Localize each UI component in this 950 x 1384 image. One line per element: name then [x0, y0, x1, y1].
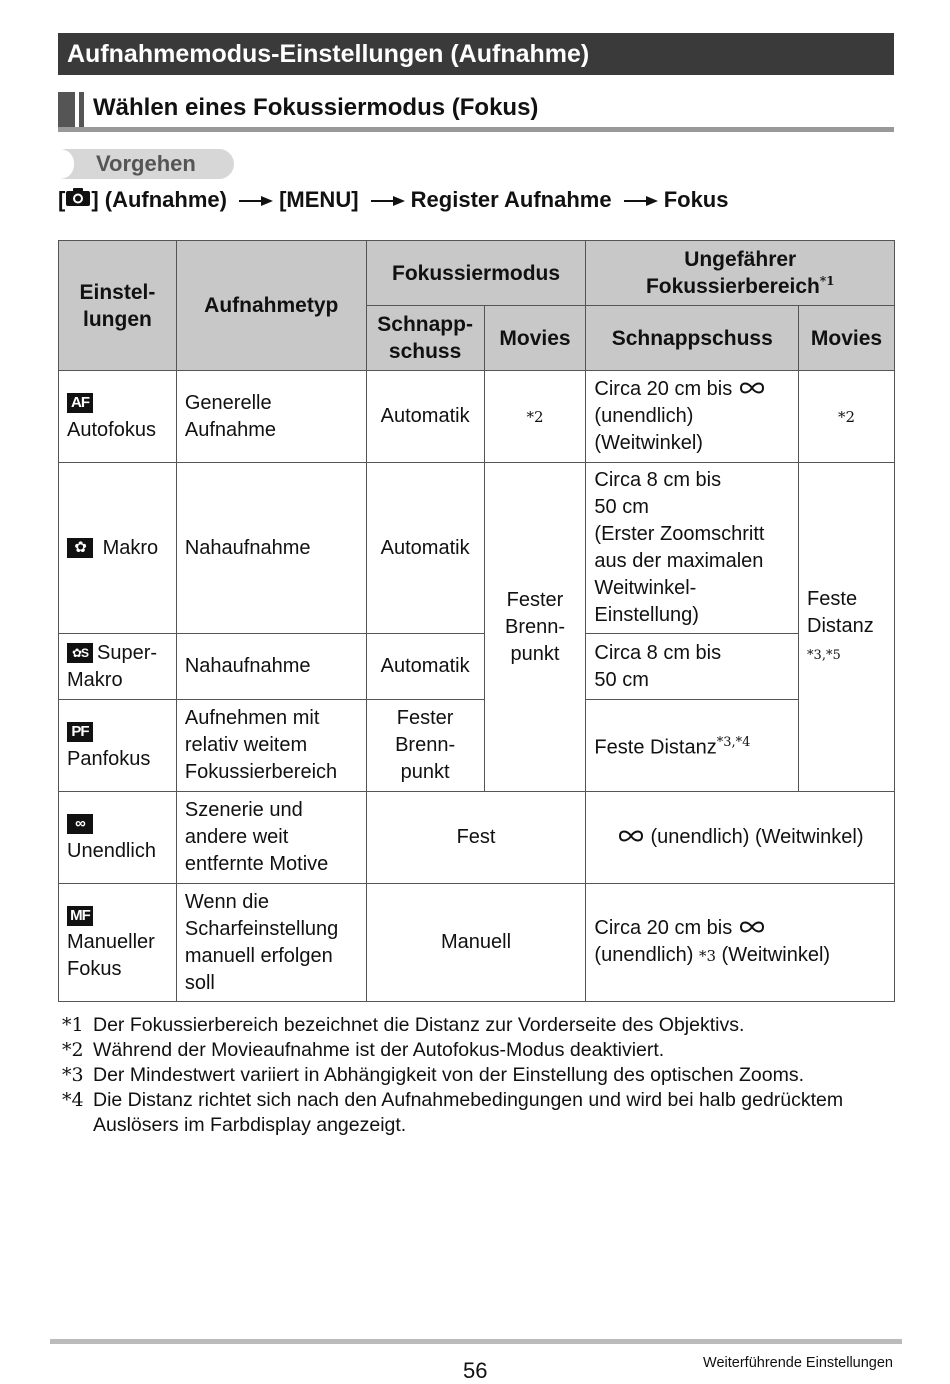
- header-snapshot: Schnapp- schuss: [366, 306, 484, 371]
- table-row: [59, 884, 895, 1002]
- footnote-ref: *1: [819, 274, 835, 288]
- table-row: [59, 634, 895, 700]
- snapshot-mode-cell: Automatik: [366, 371, 484, 463]
- infinity-icon: [738, 376, 766, 403]
- step-capture: ] (Aufnahme): [91, 187, 227, 213]
- footer-divider: [50, 1339, 902, 1344]
- heading-underline: [58, 127, 894, 132]
- footnotes: [62, 1013, 902, 1138]
- snapshot-range-cell: Feste Distanz$^{*3,*4}$: [586, 700, 799, 792]
- badge-notch: [60, 149, 74, 179]
- header-movies: Movies: [484, 306, 586, 371]
- movie-mode-cell: *2: [484, 371, 586, 463]
- focus-mode-cell: Fest: [366, 792, 586, 884]
- type-cell: Nahaufnahme: [176, 463, 366, 634]
- snapshot-mode-cell: Fester Brenn- punkt: [366, 700, 484, 792]
- page-number: 56: [463, 1358, 488, 1383]
- setting-cell: MF Manueller Fokus: [59, 884, 177, 1002]
- macro-flower-icon: ✿: [67, 538, 93, 558]
- setting-cell: ✿S Super- Makro: [59, 634, 177, 700]
- type-cell: Generelle Aufnahme: [176, 371, 366, 463]
- header-focus-range: Ungefährer Fokussierbereich$^{*1}$: [586, 241, 895, 306]
- pan-focus-icon: PF: [67, 722, 93, 742]
- movie-fixed-distance-cell: Feste Distanz *3,*5: [799, 463, 895, 792]
- procedure-badge: [60, 149, 234, 179]
- focus-mode-table: [58, 240, 895, 1002]
- type-cell: Aufnehmen mit relativ weitem Fokussierbereich: [176, 700, 366, 792]
- setting-cell: ∞ Unendlich: [59, 792, 177, 884]
- footnote: *3 Der Mindestwert variiert in Abhängigkeit von der Einstellung des optischen Zooms.: [62, 1064, 805, 1086]
- super-macro-icon: ✿S: [67, 643, 93, 663]
- procedure-path: [58, 186, 728, 213]
- setting-cell: ✿ Makro: [59, 463, 177, 634]
- bracket-open: [: [58, 187, 66, 213]
- footnote: *4 Die Distanz richtet sich nach den Aufnahmebedingungen und wird bei halb gedrücktem Auslösers im Farbdisplay angezeigt.: [62, 1089, 844, 1136]
- header-movies-range: Movies: [799, 306, 895, 371]
- step-focus: Fokus: [663, 187, 729, 213]
- type-cell: Wenn die Scharfeinstellung manuell erfolgen soll: [176, 884, 366, 1002]
- table-row: [59, 371, 895, 463]
- range-cell: Circa 20 cm bis (unendlich) *3 (Weitwinkel): [586, 884, 895, 1002]
- setting-cell: AF Autofokus: [59, 371, 177, 463]
- arrow-right-icon: [624, 187, 658, 213]
- page-title: Aufnahmemodus-Einstellungen (Aufnahme): [58, 33, 894, 75]
- movie-range-cell: *2: [799, 371, 895, 463]
- heading-bar-decoration: [58, 92, 75, 130]
- header-settings: Einstel- lungen: [59, 241, 177, 371]
- section-heading: [58, 90, 894, 132]
- infinity-mode-icon: ∞: [67, 814, 93, 834]
- snapshot-mode-cell: Automatik: [366, 634, 484, 700]
- procedure-label: Vorgehen: [96, 151, 196, 176]
- focus-mode-cell: Manuell: [366, 884, 586, 1002]
- movie-fixed-focus-cell: Fester Brenn- punkt: [484, 463, 586, 792]
- header-focus-mode: Fokussiermodus: [366, 241, 586, 306]
- arrow-right-icon: [371, 187, 405, 213]
- snapshot-mode-cell: Automatik: [366, 463, 484, 634]
- step-menu: [MENU]: [279, 187, 359, 213]
- step-register: Register Aufnahme: [410, 187, 612, 213]
- table-row: [59, 700, 895, 792]
- footer-section-name: Weiterführende Einstellungen: [703, 1355, 893, 1371]
- snapshot-range-cell: Circa 8 cm bis 50 cm: [586, 634, 799, 700]
- snapshot-range-cell: Circa 20 cm bis (unendlich) (Weitwinkel): [586, 371, 799, 463]
- setting-cell: PF Panfokus: [59, 700, 177, 792]
- footnote: *2 Während der Movieaufnahme ist der Autofokus-Modus deaktiviert.: [62, 1039, 665, 1061]
- footnote: *1 Der Fokussierbereich bezeichnet die Distanz zur Vorderseite des Objektivs.: [62, 1014, 745, 1036]
- range-cell: (unendlich) (Weitwinkel): [586, 792, 895, 884]
- af-icon: AF: [67, 393, 93, 413]
- camera-icon: [65, 187, 91, 213]
- table-row: [59, 463, 895, 634]
- header-shooting-type: Aufnahmetyp: [176, 241, 366, 371]
- type-cell: Szenerie und andere weit entfernte Motive: [176, 792, 366, 884]
- table-row: [59, 792, 895, 884]
- arrow-right-icon: [239, 187, 273, 213]
- snapshot-range-cell: Circa 8 cm bis 50 cm (Erster Zoomschritt aus der maximalen Weitwinkel- Einstellung): [586, 463, 799, 634]
- header-snapshot-range: Schnappschuss: [586, 306, 799, 371]
- infinity-icon: [617, 824, 645, 851]
- section-title: Wählen eines Fokussiermodus (Fokus): [93, 94, 539, 121]
- type-cell: Nahaufnahme: [176, 634, 366, 700]
- heading-bar-decoration: [79, 92, 84, 130]
- manual-focus-icon: MF: [67, 906, 93, 926]
- infinity-icon: [738, 915, 766, 942]
